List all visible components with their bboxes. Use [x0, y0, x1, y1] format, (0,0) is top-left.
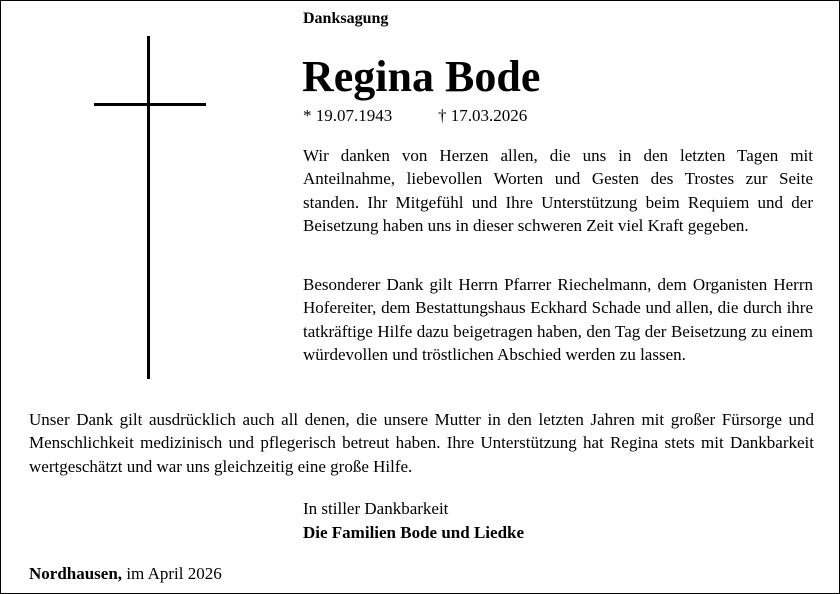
deceased-name: Regina Bode	[302, 52, 541, 101]
life-dates	[303, 105, 528, 127]
cross-vertical-bar	[147, 36, 150, 379]
place: Nordhausen,	[29, 564, 123, 583]
thanks-paragraph-3: Unser Dank gilt ausdrücklich auch all denen, die unsere Mutter in den letzten Jahren mit großer Fürsorge und Menschlichkeit medizinisch und pflegerisch betreut haben. Ihre Unterstützung hat Regina stets mit Dankbarkeit wertgeschätzt und war uns gleichzeitig eine große Hilfe.	[29, 410, 814, 476]
closing-line: In stiller Dankbarkeit	[303, 499, 449, 518]
cross-horizontal-bar	[94, 103, 206, 106]
death-date: † 17.03.2026	[438, 106, 528, 125]
family-signature: Die Familien Bode und Liedke	[303, 522, 525, 542]
date: im April 2026	[126, 564, 222, 583]
thanks-paragraph-1: Wir danken von Herzen allen, die uns in den letzten Tagen mit Anteilnahme, liebevollen Worten und Gesten des Trostes zur Seite standen. Ihr Mitgefühl und Ihre Unterstützung beim Requiem und der Beisetzung haben uns in dieser schweren Zeit viel Kraft gegeben.	[303, 146, 813, 236]
birth-date: * 19.07.1943	[303, 106, 393, 125]
thanks-paragraph-2: Besonderer Dank gilt Herrn Pfarrer Riechelmann, dem Organisten Herrn Hofereiter, dem Bestattungshaus Eckhard Schade und allen, die durch ihre tatkräftige Hilfe dazu beigetragen haben, den Tag der Beisetzung zu einem würdevollen und tröstlichen Abschied werden zu lassen.	[303, 275, 813, 365]
closing-block	[303, 497, 524, 544]
place-and-date	[29, 563, 222, 585]
notice-heading: Danksagung	[303, 10, 389, 27]
